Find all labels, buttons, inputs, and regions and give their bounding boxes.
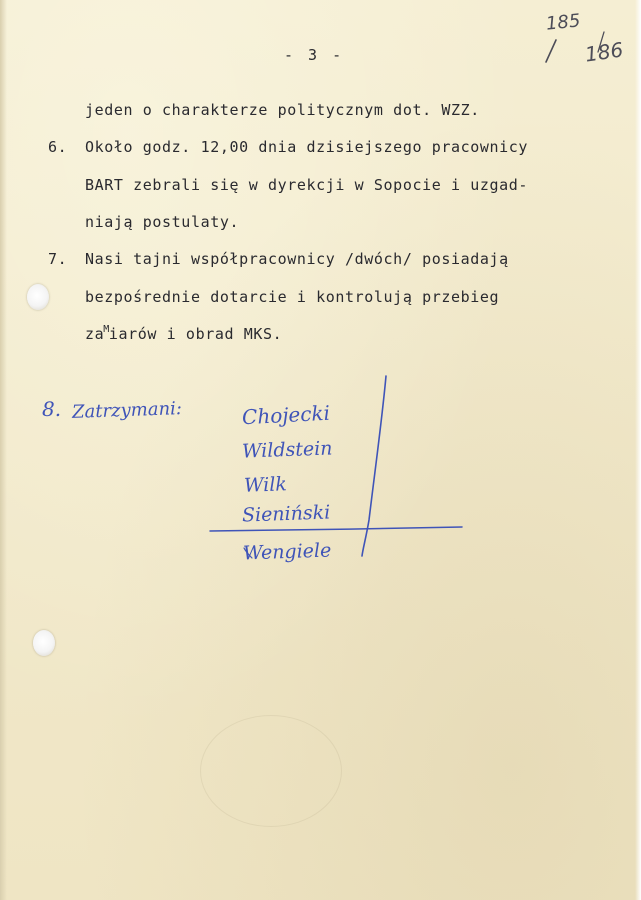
- archive-number-first: 185: [544, 10, 582, 35]
- handwritten-name-1: Chojecki: [241, 400, 331, 430]
- archive-slash-2: [598, 32, 604, 52]
- typed-line-3: BART zebrali się w dyrekcji w Sopocie i uzgad-: [85, 176, 529, 194]
- typed-line-7-start: za: [85, 325, 105, 343]
- handwritten-item-number: 8.: [42, 397, 62, 421]
- typed-correction-mark: M: [103, 324, 110, 335]
- archive-slash-1: [546, 40, 556, 62]
- name-underline-tick: [244, 548, 252, 558]
- handwritten-name-5: Wengiele: [242, 539, 332, 565]
- typed-line-2: Około godz. 12,00 dnia dzisiejszego pracownicy: [85, 138, 529, 156]
- archive-number-second: 186: [583, 37, 625, 67]
- typed-line-1: jeden o charakterze politycznym dot. WZZ.: [85, 101, 480, 119]
- handwritten-label: Zatrzymani:: [71, 398, 183, 423]
- handwritten-name-2: Wildstein: [241, 437, 333, 463]
- typed-line-5: Nasi tajni współpracownicy /dwóch/ posiadają: [85, 250, 509, 268]
- handwritten-name-4: Sieniński: [241, 501, 331, 527]
- item-number-7: 7.: [48, 250, 68, 268]
- page-number: - 3 -: [284, 46, 345, 64]
- handwritten-name-3: Wilk: [243, 473, 288, 497]
- bracket-horizontal-line: [210, 527, 462, 531]
- typed-line-4: niają postulaty.: [85, 213, 240, 231]
- typed-line-6: bezpośrednie dotarcie i kontrolują przebieg: [85, 288, 500, 306]
- typed-line-7-end: iarów i obrad MKS.: [108, 325, 283, 343]
- item-number-6: 6.: [48, 138, 68, 156]
